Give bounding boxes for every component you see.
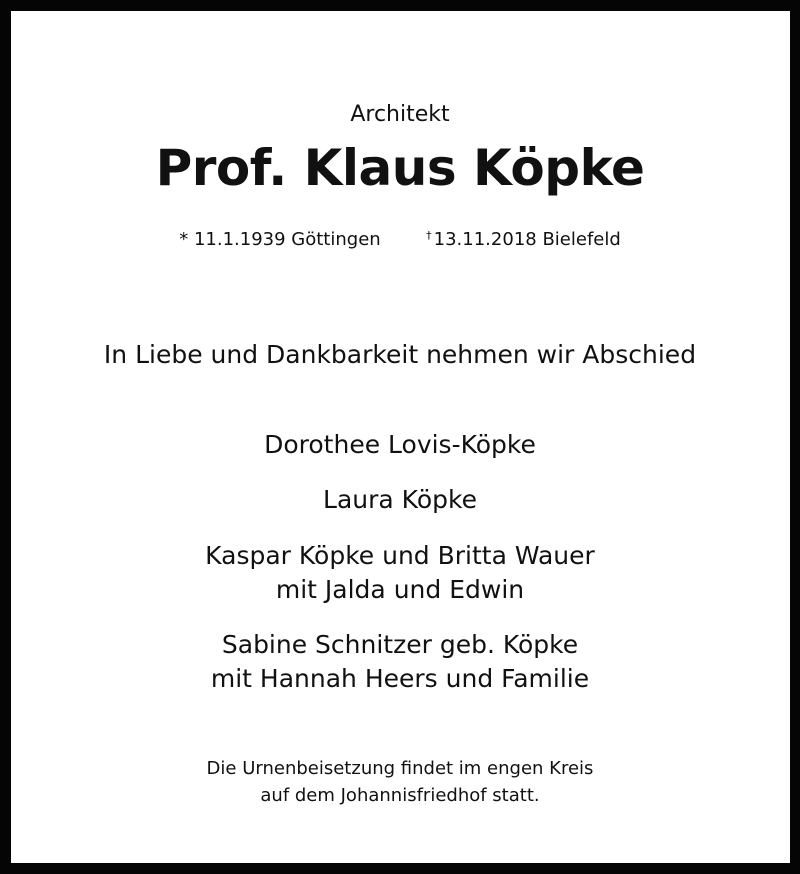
birth-symbol: *	[179, 229, 189, 250]
mourner-name: Dorothee Lovis-Köpke	[264, 430, 536, 459]
deceased-name: Prof. Klaus Köpke	[155, 139, 645, 197]
burial-info: Die Urnenbeisetzung findet im engen Kreis	[206, 758, 594, 779]
burial-info-continued: auf dem Johannisfriedhof statt.	[260, 785, 540, 806]
mourner-name: Kaspar Köpke und Britta Wauer	[205, 541, 595, 570]
death-place: Bielefeld	[542, 229, 621, 250]
life-dates	[0, 230, 800, 249]
death-date: 13.11.2018	[433, 229, 537, 250]
death-symbol: †	[426, 229, 432, 242]
birth-place: Göttingen	[291, 229, 381, 250]
farewell-text: In Liebe und Dankbarkeit nehmen wir Abschied	[103, 340, 697, 369]
mourner-name-continued: mit Jalda und Edwin	[275, 575, 525, 604]
mourner-name-continued: mit Hannah Heers und Familie	[210, 664, 590, 693]
mourner-name: Sabine Schnitzer geb. Köpke	[221, 630, 579, 659]
birth-date: 11.1.1939	[193, 229, 286, 250]
profession-label: Architekt	[350, 102, 450, 127]
mourner-name: Laura Köpke	[323, 485, 477, 514]
